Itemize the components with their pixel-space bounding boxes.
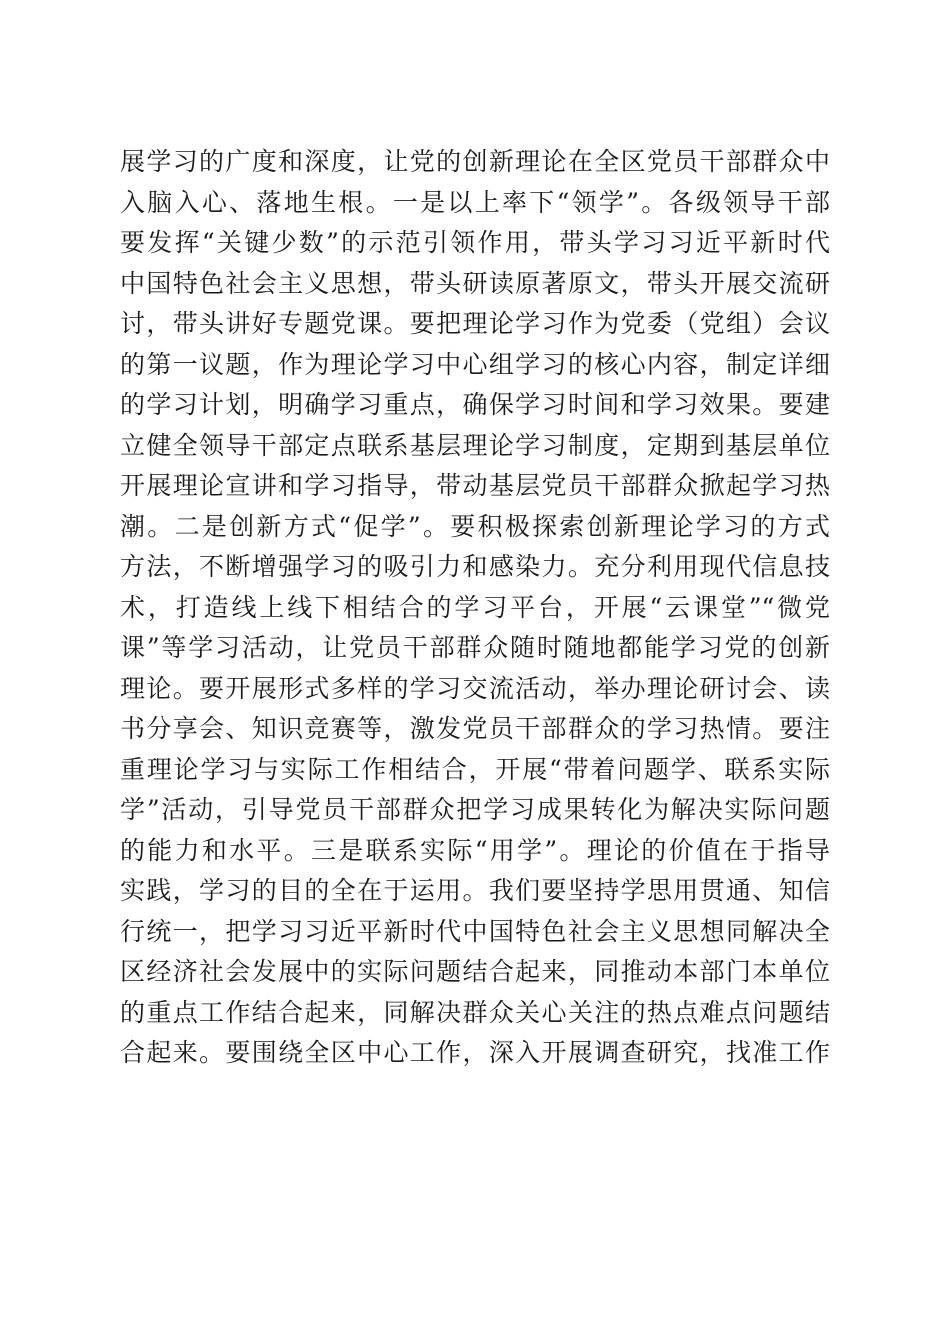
text-line: 实践，学习的目的全在于运用。我们要坚持学思用贯通、知信 bbox=[120, 876, 830, 905]
text-line: 中国特色社会主义思想，带头研读原著原文，带头开展交流研 bbox=[120, 268, 830, 298]
body-paragraph bbox=[120, 142, 830, 1074]
text-line: 课”等学习活动，让党员干部群众随时随地都能学习党的创新 bbox=[120, 633, 830, 662]
text-line: 展学习的广度和深度，让党的创新理论在全区党员干部群众中 bbox=[120, 147, 830, 176]
text-line: 潮。二是创新方式“促学”。要积极探索创新理论学习的方式 bbox=[120, 511, 830, 541]
text-line: 的学习计划，明确学习重点，确保学习时间和学习效果。要建 bbox=[120, 390, 830, 419]
text-line: 的第一议题，作为理论学习中心组学习的核心内容，制定详细 bbox=[120, 349, 830, 379]
text-line: 术，打造线上线下相结合的学习平台，开展“云课堂”“微党 bbox=[120, 592, 830, 622]
text-line: 方法，不断增强学习的吸引力和感染力。充分利用现代信息技 bbox=[120, 552, 830, 581]
text-line: 理论。要开展形式多样的学习交流活动，举办理论研讨会、读 bbox=[120, 673, 830, 703]
text-line: 重理论学习与实际工作相结合，开展“带着问题学、联系实际 bbox=[120, 754, 830, 784]
text-line: 要发挥“关键少数”的示范引领作用，带头学习习近平新时代 bbox=[120, 228, 830, 257]
text-line: 的重点工作结合起来，同解决群众关心关注的热点难点问题结 bbox=[120, 997, 830, 1027]
text-line: 开展理论宣讲和学习指导，带动基层党员干部群众掀起学习热 bbox=[120, 471, 830, 500]
text-line: 立健全领导干部定点联系基层理论学习制度，定期到基层单位 bbox=[120, 430, 830, 460]
text-line: 的能力和水平。三是联系实际“用学”。理论的价值在于指导 bbox=[120, 835, 830, 865]
text-line: 区经济社会发展中的实际问题结合起来，同推动本部门本单位 bbox=[120, 957, 830, 986]
text-line: 学”活动，引导党员干部群众把学习成果转化为解决实际问题 bbox=[120, 795, 830, 824]
text-line: 入脑入心、落地生根。一是以上率下“领学”。各级领导干部 bbox=[120, 187, 830, 217]
text-line: 书分享会、知识竞赛等，激发党员干部群众的学习热情。要注 bbox=[120, 714, 830, 743]
text-line: 合起来。要围绕全区中心工作，深入开展调查研究，找准工作 bbox=[120, 1038, 830, 1067]
text-line: 行统一，把学习习近平新时代中国特色社会主义思想同解决全 bbox=[120, 916, 830, 946]
text-line: 讨，带头讲好专题党课。要把理论学习作为党委（党组）会议 bbox=[120, 309, 830, 338]
